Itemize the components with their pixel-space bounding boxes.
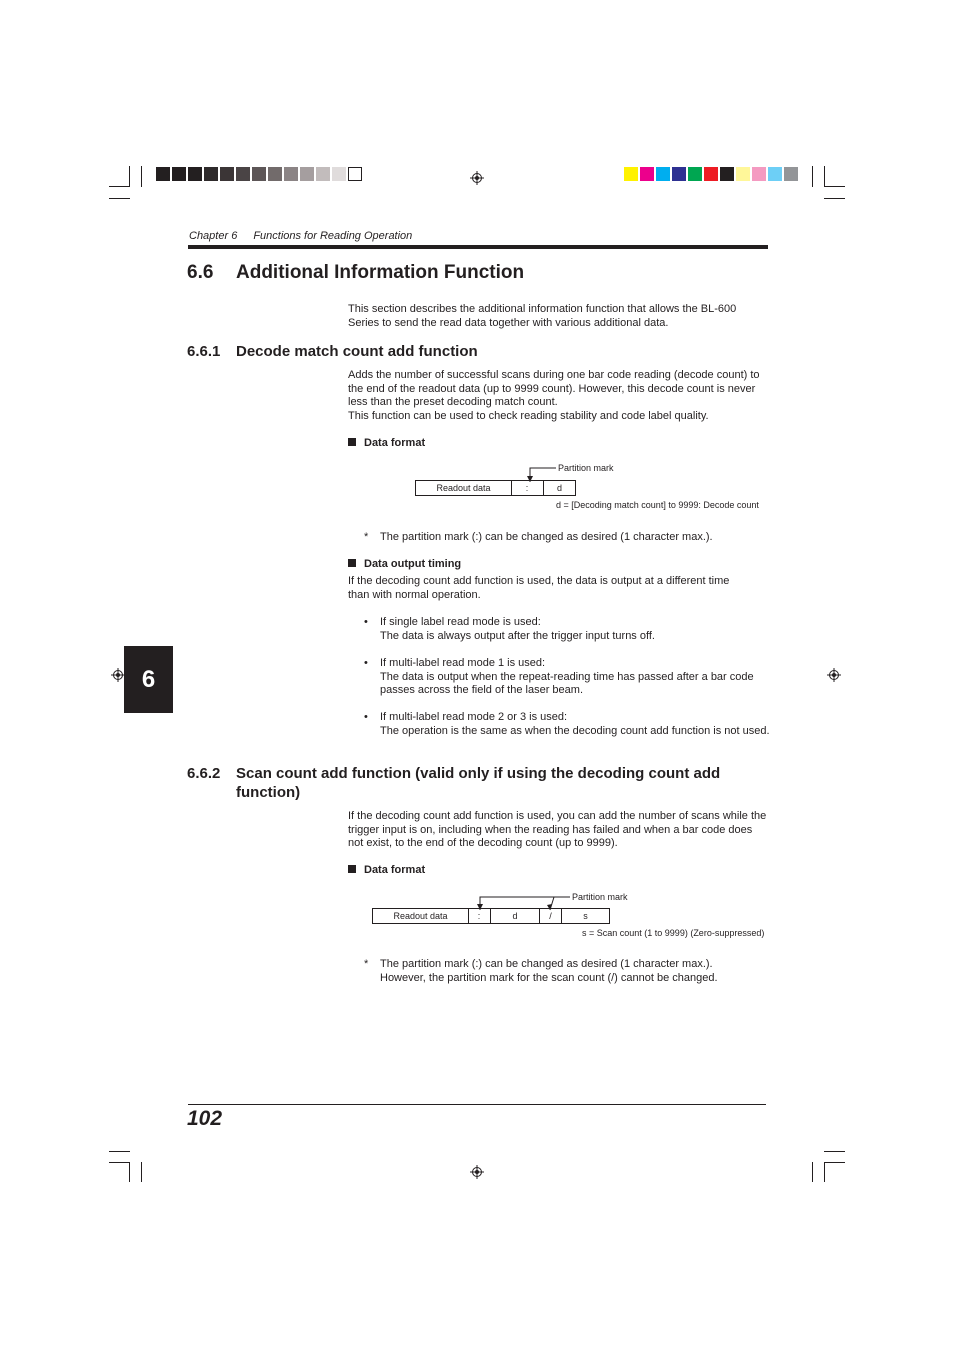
subsection-title-6-6-2	[187, 764, 720, 802]
color-swatch	[784, 167, 798, 181]
color-swatch	[284, 167, 298, 181]
diagram-caption: s = Scan count (1 to 9999) (Zero-suppressed)	[582, 928, 765, 938]
running-header	[189, 230, 412, 242]
cell-scan-count: s	[561, 908, 610, 924]
color-swatch	[156, 167, 170, 181]
subsection-number: 6.6.2	[187, 765, 221, 782]
diagram-caption: d = [Decoding match count] to 9999: Decode count	[556, 500, 759, 510]
color-swatch	[300, 167, 314, 181]
registration-target-icon	[470, 171, 484, 185]
section-number: 6.6	[187, 262, 214, 283]
subsection-body: Adds the number of successful scans during one bar code reading (decode count) to the end of the readout data (up to 9999 count). However, this decode count is never less than the preset decoding match count. This function can be used to check reading stability and code label quality.	[348, 369, 760, 422]
cell-decode-count: d	[543, 480, 576, 496]
cell-scan-partition: /	[539, 908, 562, 924]
chapter-tab: 6	[124, 646, 173, 713]
header-chapter-title: Functions for Reading Operation	[253, 230, 413, 242]
color-swatch	[236, 167, 250, 181]
partition-mark-label: Partition mark	[572, 892, 628, 902]
timing-text: If the decoding count add function is used, the data is output at a different time than with normal operation.	[348, 575, 730, 601]
list-item: • If single label read mode is used: The data is always output after the trigger input turns off.	[364, 616, 655, 642]
subsection-title-text-line2: function)	[236, 784, 301, 801]
cell-readout-data: Readout data	[415, 480, 512, 496]
note: * The partition mark (:) can be changed as desired (1 character max.).	[364, 531, 713, 543]
color-swatch	[720, 167, 734, 181]
data-format-heading: Data format	[348, 437, 425, 449]
subsection-title-text: Scan count add function (valid only if using the decoding count add	[236, 765, 721, 782]
color-swatch	[768, 167, 782, 181]
footer-rule	[188, 1104, 766, 1105]
color-swatch	[332, 167, 346, 181]
color-swatch	[672, 167, 686, 181]
color-swatch	[348, 167, 362, 181]
registration-target-icon	[827, 668, 841, 682]
color-swatch	[204, 167, 218, 181]
section-intro: This section describes the additional information function that allows the BL-600 Series to send the read data together with various additional data.	[348, 303, 737, 329]
color-swatch	[736, 167, 750, 181]
list-item: • If multi-label read mode 2 or 3 is used: The operation is the same as when the decoding count add function is not used.	[364, 711, 770, 737]
color-swatch	[172, 167, 186, 181]
data-format-heading: Data format	[348, 864, 425, 876]
header-rule	[188, 245, 768, 249]
color-swatch	[640, 167, 654, 181]
list-item: • If multi-label read mode 1 is used: The data is output when the repeat-reading time has passed after a bar code passes across the field of the laser beam.	[364, 657, 754, 697]
color-swatch	[624, 167, 638, 181]
subsection-number: 6.6.1	[187, 343, 221, 360]
cell-decode-count: d	[490, 908, 540, 924]
registration-target-icon	[470, 1165, 484, 1179]
page-number: 102	[187, 1107, 223, 1130]
color-swatch	[752, 167, 766, 181]
data-output-timing-heading: Data output timing	[348, 558, 461, 570]
subsection-body: If the decoding count add function is used, you can add the number of scans while the trigger input is on, including when the reading has failed and when a bar code does not exist, to the end of the decoding count (up to 9999).	[348, 810, 767, 850]
color-swatch	[252, 167, 266, 181]
color-swatch	[188, 167, 202, 181]
note: * The partition mark (:) can be changed as desired (1 character max.). However, the partition mark for the scan count (/) cannot be changed.	[364, 958, 718, 984]
registration-target-icon	[111, 668, 125, 682]
cell-partition: :	[468, 908, 491, 924]
color-swatch	[316, 167, 330, 181]
square-bullet-icon	[348, 865, 356, 873]
color-swatch	[268, 167, 282, 181]
square-bullet-icon	[348, 559, 356, 567]
color-swatch	[688, 167, 702, 181]
color-swatch	[656, 167, 670, 181]
cell-partition: :	[511, 480, 544, 496]
cell-readout-data: Readout data	[372, 908, 469, 924]
color-swatch	[704, 167, 718, 181]
section-title-text: Additional Information Function	[236, 262, 525, 283]
subsection-title-6-6-1	[187, 342, 478, 361]
partition-mark-label: Partition mark	[558, 463, 614, 473]
square-bullet-icon	[348, 438, 356, 446]
header-chapter: Chapter 6	[189, 230, 238, 242]
section-title	[187, 262, 524, 284]
color-swatch	[220, 167, 234, 181]
subsection-title-text: Decode match count add function	[236, 343, 478, 360]
